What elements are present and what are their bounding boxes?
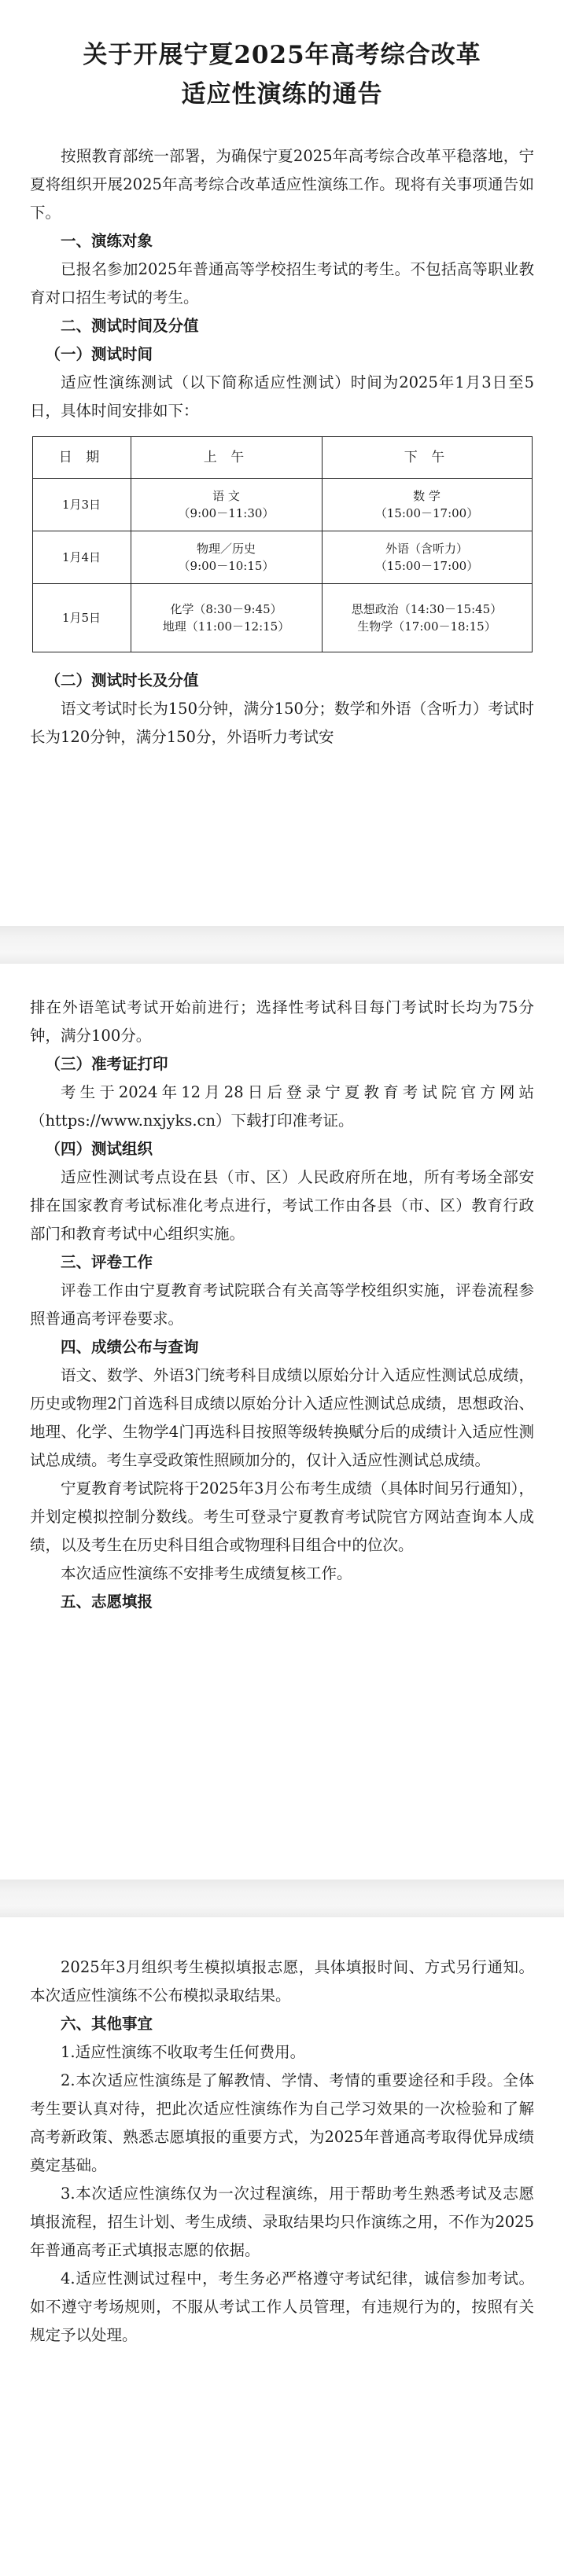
row-2-morning [131,531,322,584]
row-3-afternoon [322,584,532,652]
section-5-heading: 五、志愿填报 [61,1593,153,1611]
section-1-heading: 一、演练对象 [61,232,153,251]
section-2-heading: 二、测试时间及分值 [61,317,199,336]
section-2-sub1-text: 适应性演练测试（以下简称适应性测试）时间为2025年1月3日至5日，具体时间安排如下： [30,373,534,421]
row-1-afternoon-time: （15:00－17:00） [374,506,479,521]
section-2-sub3-text: 考生于2024年12月28日后登录宁夏教育考试院官方网站（https://www.nxjyks.cn）下载打印准考证。 [30,1083,534,1130]
row-3-morning [131,584,322,652]
page-break [0,926,564,964]
row-1-afternoon [322,479,532,531]
table-header-row [32,437,532,479]
section-6-item-1: 1.适应性演练不收取考生任何费用。 [61,2043,306,2061]
header-morning: 上 午 [131,437,322,479]
table-row [32,479,532,531]
section-2-sub2-heading: （二）测试时长及分值 [45,671,199,690]
row-2-afternoon-time: （15:00－17:00） [374,559,479,574]
title-line-2: 适应性演练的通告 [181,79,383,108]
row-3-morning-subject-1: 化学（8:30－9:45） [170,602,282,617]
page-break [0,1880,564,1917]
section-6-heading: 六、其他事宜 [61,2015,153,2033]
row-3-afternoon-subject-2: 生物学（17:00－18:15） [357,619,496,634]
intro-paragraph: 按照教育部统一部署，为确保宁夏2025年高考综合改革平稳落地，宁夏将组织开展2025年高考综合改革适应性演练工作。现将有关事项通告如下。 [30,147,534,222]
section-4-heading: 四、成绩公布与查询 [61,1338,199,1356]
row-3-afternoon-subject-1: 思想政治（14:30－15:45） [351,602,503,617]
section-2-sub1-heading: （一）测试时间 [45,345,153,364]
row-2-morning-time: （9:00－10:15） [178,559,275,574]
row-2-afternoon-subject: 外语（含听力） [385,542,468,557]
section-3-heading: 三、评卷工作 [61,1253,153,1271]
table-row [32,584,532,652]
document-page-3 [0,1917,564,2576]
section-4-paragraph-1: 语文、数学、外语3门统考科目成绩以原始分计入适应性测试总成绩，历史或物理2门首选科目成绩以原始分计入适应性测试总成绩，思想政治、地理、化学、生物学4门再选科目按照等级转换赋分后的成绩计入适应性测试总成绩。考生享受政策性照顾加分的，仅计入适应性测试总成绩。 [30,1366,534,1469]
header-date: 日 期 [32,437,131,479]
row-1-morning-time: （9:00－11:30） [178,506,275,521]
section-6-item-2: 2.本次适应性演练是了解教情、学情、考情的重要途径和手段。全体考生要认真对待，把此次适应性演练作为自己学习效果的一次检验和了解高考新政策、熟悉志愿填报的重要方式，为2025年普通高考取得优异成绩奠定基础。 [30,2071,534,2174]
exam-schedule-table [32,436,533,652]
section-2-sub2-text-part-2: 排在外语笔试考试开始前进行；选择性考试科目每门考试时长均为75分钟，满分100分。 [30,998,534,1045]
title-line-1: 关于开展宁夏2025年高考综合改革 [83,41,481,69]
row-3-morning-subject-2: 地理（11:00－12:15） [162,619,290,634]
section-5-text: 2025年3月组织考生模拟填报志愿，具体填报时间、方式另行通知。本次适应性演练不公布模拟录取结果。 [30,1958,534,2005]
row-2-afternoon [322,531,532,584]
header-afternoon: 下 午 [322,437,532,479]
section-4-paragraph-2: 宁夏教育考试院将于2025年3月公布考生成绩（具体时间另行通知），并划定模拟控制分数线。考生可登录宁夏教育考试院官方网站查询本人成绩，以及考生在历史科目组合或物理科目组合中的位次。 [30,1479,534,1554]
section-2-sub3-heading: （三）准考证打印 [45,1055,168,1073]
document-page-1 [0,0,564,926]
row-1-morning [131,479,322,531]
row-1-date: 1月3日 [32,479,131,531]
section-2-sub4-heading: （四）测试组织 [45,1140,153,1158]
table-row [32,531,532,584]
row-3-date: 1月5日 [32,584,131,652]
row-1-morning-subject: 语 文 [212,489,240,504]
section-4-paragraph-3: 本次适应性演练不安排考生成绩复核工作。 [61,1564,352,1582]
document-title [30,0,534,142]
document-page-2 [0,964,564,1880]
section-2-sub2-text-part-1: 语文考试时长为150分钟，满分150分；数学和外语（含听力）考试时长为120分钟，满分150分，外语听力考试安 [30,700,534,747]
section-2-sub4-text: 适应性测试考点设在县（市、区）人民政府所在地，所有考场全部安排在国家教育考试标准化考点进行，考试工作由各县（市、区）教育行政部门和教育考试中心组织实施。 [30,1168,534,1243]
row-1-afternoon-subject: 数 学 [413,489,441,504]
row-2-morning-subject: 物理／历史 [196,542,256,557]
section-6-item-3: 3.本次适应性演练仅为一次过程演练，用于帮助考生熟悉考试及志愿填报流程，招生计划、考生成绩、录取结果均只作演练之用，不作为2025年普通高考正式填报志愿的依据。 [30,2185,534,2259]
section-1-text: 已报名参加2025年普通高等学校招生考试的考生。不包括高等职业教育对口招生考试的考生。 [30,260,534,307]
section-6-item-4: 4.适应性测试过程中，考生务必严格遵守考试纪律，诚信参加考试。如不遵守考场规则，不服从考试工作人员管理，有违规行为的，按照有关规定予以处理。 [30,2269,534,2344]
row-2-date: 1月4日 [32,531,131,584]
section-3-text: 评卷工作由宁夏教育考试院联合有关高等学校组织实施，评卷流程参照普通高考评卷要求。 [30,1281,534,1328]
